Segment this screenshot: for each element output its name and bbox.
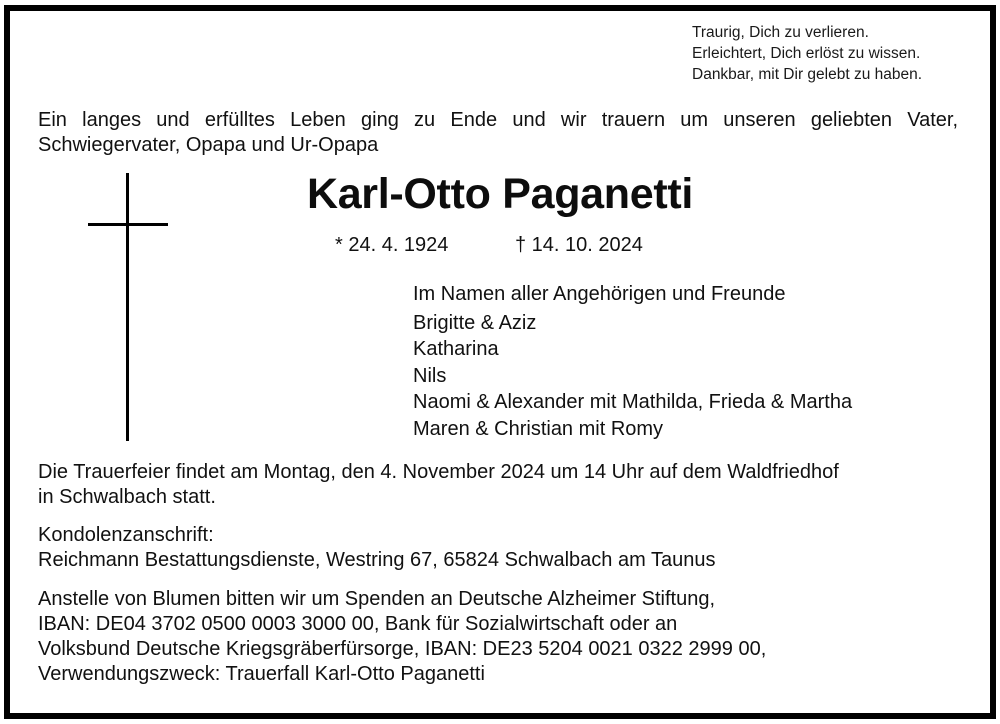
- family-member: Katharina: [413, 338, 499, 360]
- motto-line: Dankbar, mit Dir gelebt zu haben.: [692, 66, 923, 83]
- family-member: Brigitte & Aziz: [413, 311, 537, 334]
- donation-line: Anstelle von Blumen bitten wir um Spenden an Deutsche Alzheimer Stiftung,: [38, 588, 716, 610]
- deceased-name: Karl-Otto Paganetti: [306, 170, 694, 218]
- birth-date: * 24. 4. 1924: [335, 234, 449, 256]
- intro-text: Ein langes und erfülltes Leben ging zu Ende und wir trauern um unseren geliebten Vater, Schwiegervater, Opapa und Ur-Opapa: [38, 109, 958, 156]
- family-member: Nils: [413, 364, 447, 387]
- family-member: Naomi & Alexander mit Mathilda, Frieda & Martha: [413, 391, 853, 413]
- family-lead: Im Namen aller Angehörigen und Freunde: [413, 283, 786, 305]
- donation-line: IBAN: DE04 3702 0500 0003 3000 00, Bank für Sozialwirtschaft oder an: [38, 613, 678, 635]
- condolence-label: Kondolenzanschrift:: [38, 524, 214, 546]
- ceremony-line: Die Trauerfeier findet am Montag, den 4. November 2024 um 14 Uhr auf dem Waldfriedhof: [38, 461, 839, 483]
- ceremony-line: in Schwalbach statt.: [38, 486, 216, 508]
- motto: [692, 22, 972, 85]
- family-list: [413, 281, 852, 442]
- donation-line: Verwendungszweck: Trauerfall Karl-Otto Paganetti: [38, 663, 485, 685]
- motto-line: Erleichtert, Dich erlöst zu wissen.: [692, 45, 921, 62]
- donation-info: [38, 587, 766, 687]
- death-date: † 14. 10. 2024: [515, 234, 643, 256]
- family-member: Maren & Christian mit Romy: [413, 417, 664, 440]
- motto-line: Traurig, Dich zu verlieren.: [692, 24, 869, 41]
- condolence-address: [38, 523, 715, 573]
- condolence-line: Reichmann Bestattungsdienste, Westring 67, 65824 Schwalbach am Taunus: [38, 549, 716, 571]
- ceremony-info: [38, 460, 839, 510]
- donation-line: Volksbund Deutsche Kriegsgräberfürsorge, IBAN: DE23 5204 0021 0322 2999 00,: [38, 638, 767, 660]
- cross-icon-bar: [88, 223, 168, 226]
